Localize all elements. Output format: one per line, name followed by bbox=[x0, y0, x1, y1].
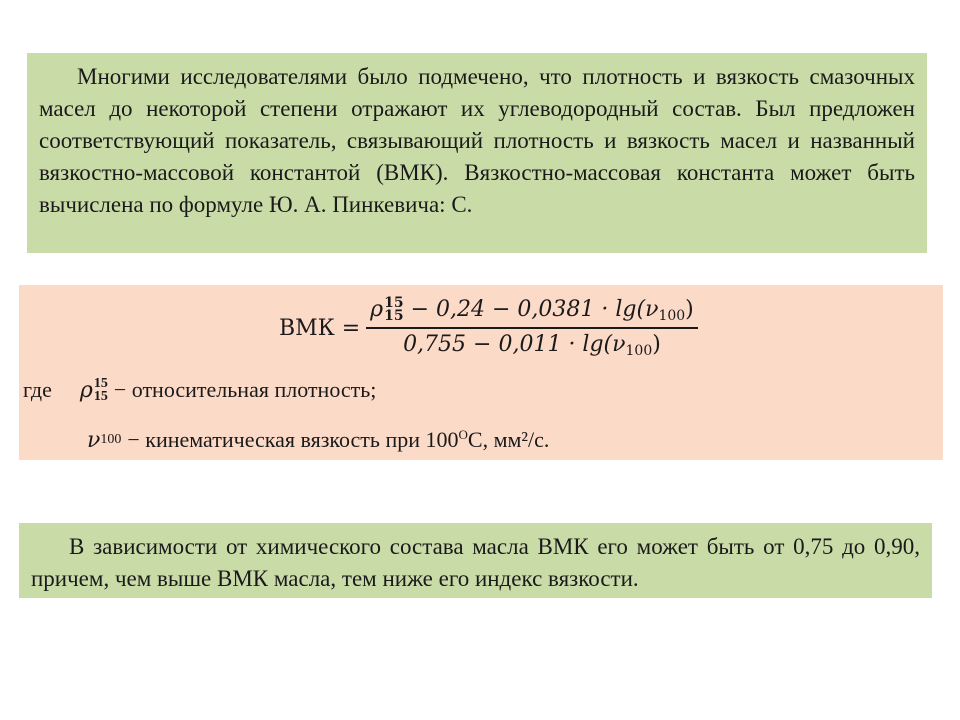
rho-indices bbox=[384, 297, 403, 323]
formula-lhs: ВМК = bbox=[279, 315, 361, 341]
legend-nu-sub: 100 bbox=[100, 432, 122, 447]
nu-desc-sup: О bbox=[458, 427, 468, 442]
formula-denominator bbox=[399, 332, 665, 359]
formula-numerator bbox=[366, 297, 698, 324]
fraction-bar bbox=[366, 327, 698, 329]
intro-paragraph: Многими исследователями было подмечено, что плотность и вязкость смазочных масел до некоторой степени отражают их углеводородный состав. Был предложен соответствующий показатель, связывающий плотность и вязкость масел и названный вязкостно-массовой константой (ВМК). Вязкостно-массовая константа может быть вычислена по формуле Ю. А. Пинкевича: С. bbox=[39, 64, 915, 217]
legend-rho bbox=[23, 377, 376, 403]
rho-description: − относительная плотность; bbox=[113, 377, 377, 402]
legend-rho-char: ρ bbox=[79, 377, 93, 403]
denominator-start: 0,755 − 0,011 · lg(ν bbox=[403, 331, 626, 357]
legend-rho-symbol bbox=[80, 377, 108, 403]
rho-sub: 15 bbox=[384, 308, 404, 325]
legend-rho-sub: 15 bbox=[93, 389, 108, 404]
nu-desc-suffix: С, мм²/с. bbox=[467, 427, 550, 452]
nu-desc-prefix: − кинематическая вязкость при 100 bbox=[127, 427, 459, 452]
legend-rho-indices bbox=[94, 377, 108, 403]
close-paren-num: ) bbox=[685, 297, 694, 323]
formula-fraction bbox=[366, 297, 698, 359]
nu-sub-den: 100 bbox=[625, 342, 653, 359]
rho-symbol: ρ bbox=[370, 297, 384, 323]
formula-box bbox=[19, 285, 943, 460]
legend-rho-sup: 15 bbox=[93, 376, 108, 391]
rho-sup: 15 bbox=[384, 295, 404, 312]
intro-box bbox=[27, 53, 927, 253]
where-label: где bbox=[23, 377, 52, 402]
legend-nu-symbol: ν 100 bbox=[87, 427, 122, 453]
conclusion-box bbox=[19, 523, 932, 598]
close-paren-den: ) bbox=[652, 331, 661, 357]
conclusion-paragraph: В зависимости от химического состава масла ВМК его может быть от 0,75 до 0,90, причем, чем выше ВМК масла, тем ниже его индекс вязкости. bbox=[31, 534, 920, 591]
numerator-rest: − 0,24 − 0,0381 · lg(ν bbox=[403, 297, 659, 323]
legend-nu bbox=[87, 427, 549, 453]
formula bbox=[279, 293, 698, 363]
nu-description bbox=[127, 427, 549, 453]
nu-sub-num: 100 bbox=[658, 308, 686, 325]
